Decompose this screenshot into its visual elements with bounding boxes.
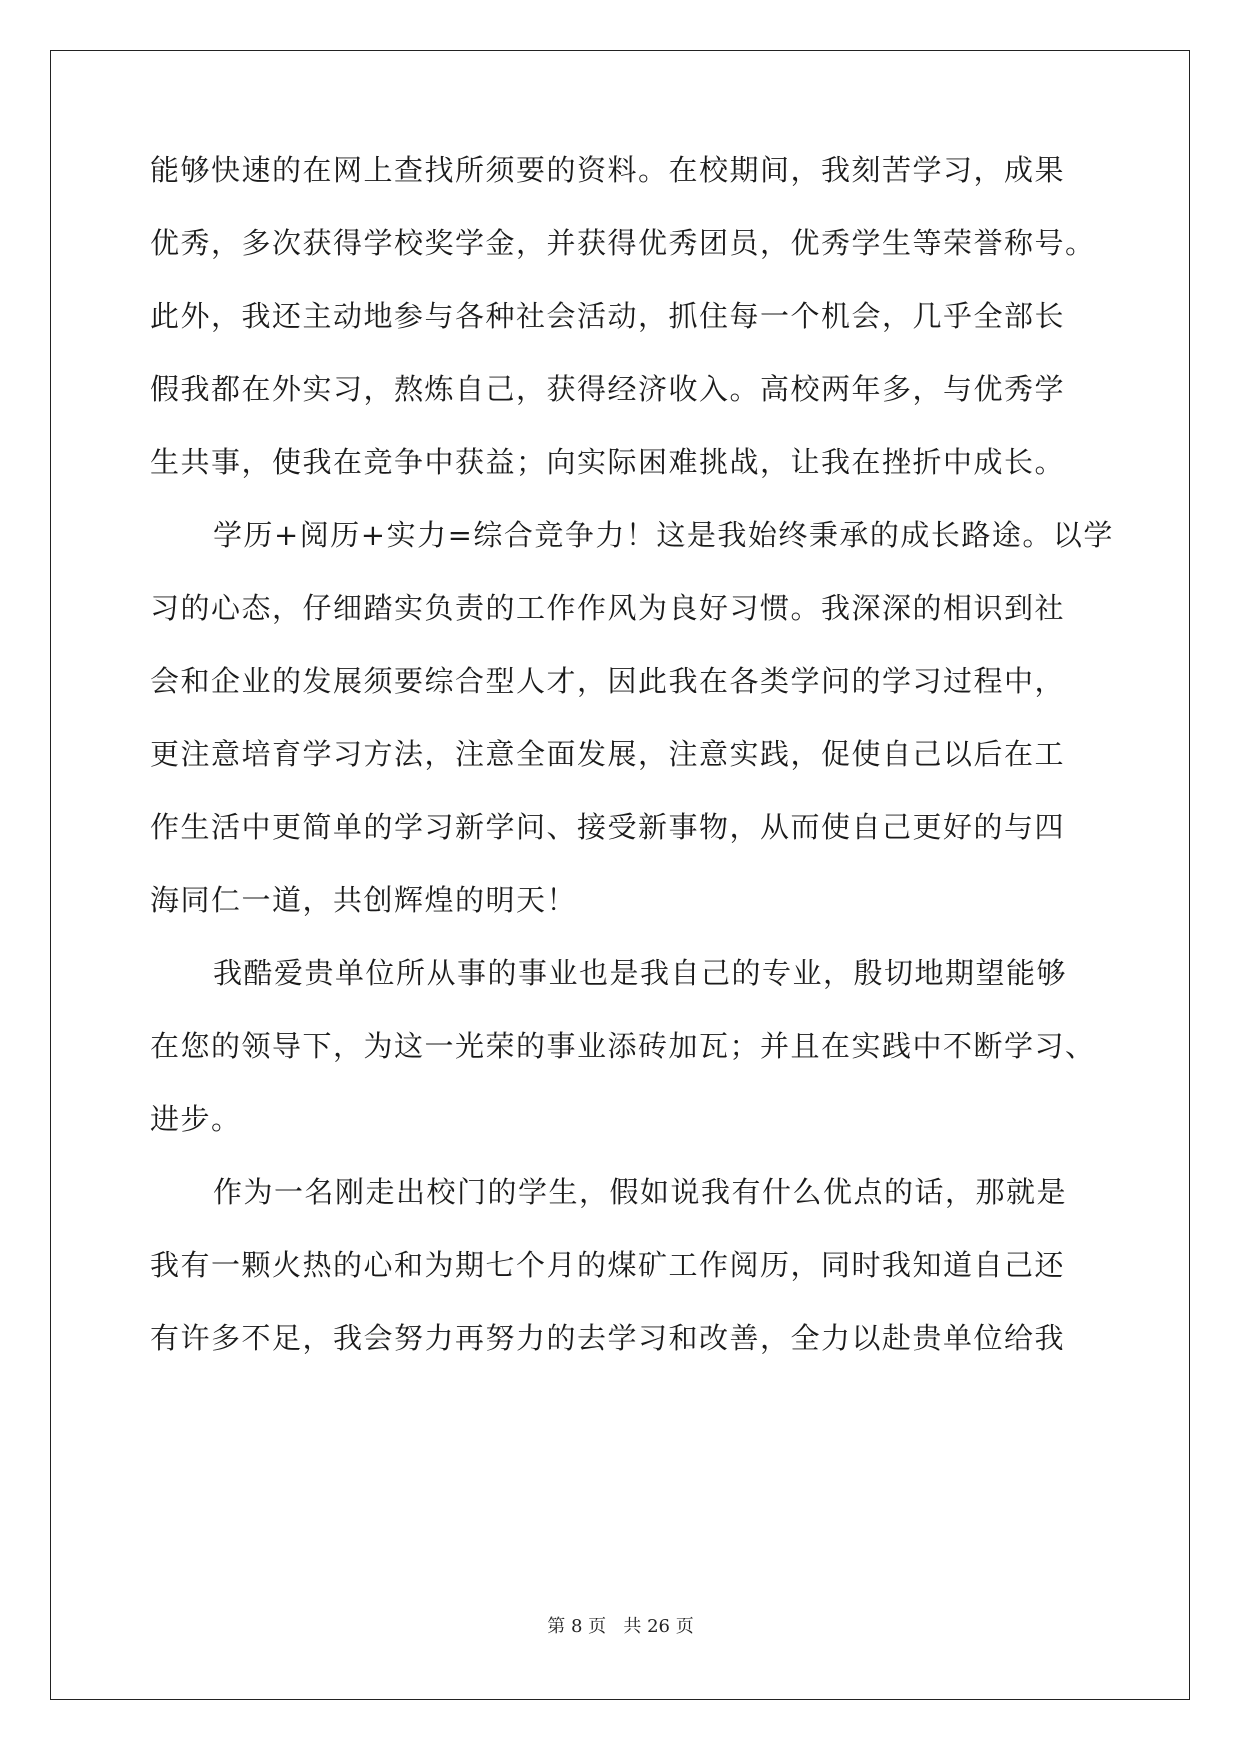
text-line: 我有一颗火热的心和为期七个月的煤矿工作阅历，同时我知道自己还 [150, 1248, 1066, 1282]
page-footer [0, 1612, 1241, 1638]
text-line: 能够快速的在网上查找所须要的资料。在校期间，我刻苦学习，成果 [150, 153, 1066, 187]
text-line: 作为一名刚走出校门的学生，假如说我有什么优点的话，那就是 [213, 1175, 1068, 1209]
text-line: 我酷爱贵单位所从事的事业也是我自己的专业，殷切地期望能够 [213, 956, 1068, 990]
text-line: 此外，我还主动地参与各种社会活动，抓住每一个机会，几乎全部长 [150, 299, 1066, 333]
text-line: 生共事，使我在竞争中获益；向实际困难挑战，让我在挫折中成长。 [150, 445, 1066, 479]
text-line: 习的心态，仔细踏实负责的工作作风为良好习惯。我深深的相识到社 [150, 591, 1066, 625]
text-line: 进步。 [150, 1102, 242, 1136]
text-line: 学历+阅历+实力=综合竞争力！这是我始终秉承的成长路途。以学 [213, 518, 1114, 552]
page-number: 第 8 页 共 26 页 [547, 1616, 694, 1637]
text-line: 会和企业的发展须要综合型人才，因此我在各类学问的学习过程中， [150, 664, 1066, 698]
text-line: 假我都在外实习，熬炼自己，获得经济收入。高校两年多，与优秀学 [150, 372, 1066, 406]
text-line: 优秀，多次获得学校奖学金，并获得优秀团员，优秀学生等荣誉称号。 [150, 226, 1096, 260]
text-line: 在您的领导下，为这一光荣的事业添砖加瓦；并且在实践中不断学习、 [150, 1029, 1096, 1063]
text-line: 有许多不足，我会努力再努力的去学习和改善，全力以赴贵单位给我 [150, 1321, 1066, 1355]
text-line: 更注意培育学习方法，注意全面发展，注意实践，促使自己以后在工 [150, 737, 1066, 771]
text-line: 海同仁一道，共创辉煌的明天！ [150, 883, 578, 917]
text-line: 作生活中更简单的学习新学问、接受新事物，从而使自己更好的与四 [150, 810, 1066, 844]
